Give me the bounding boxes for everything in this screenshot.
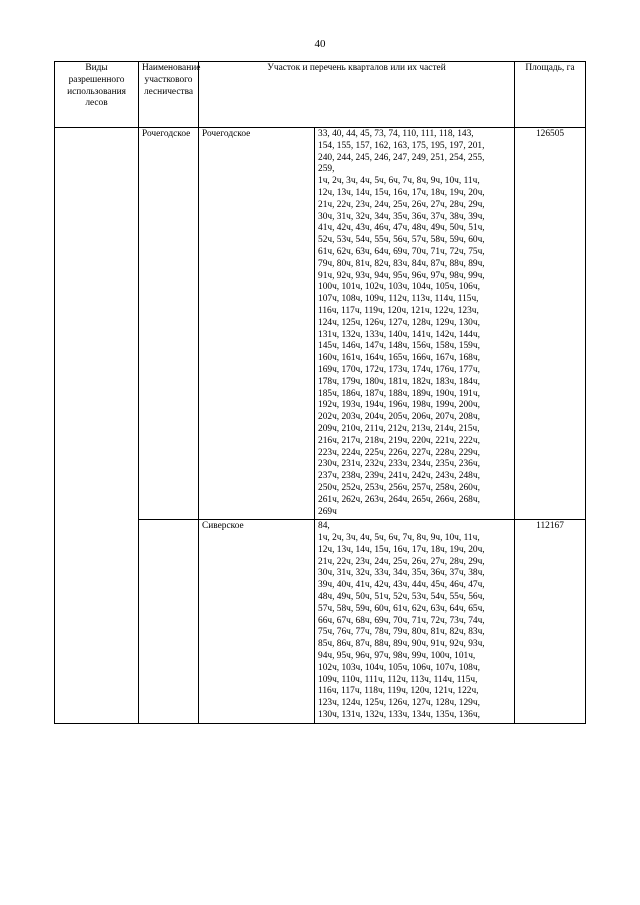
quarters-line: 216ч, 217ч, 218ч, 219ч, 220ч, 221ч, 222ч, — [318, 435, 480, 446]
quarters-line: 91ч, 92ч, 93ч, 94ч, 95ч, 96ч, 97ч, 98ч, 99ч, — [318, 270, 485, 281]
area-cell: 112167 — [515, 520, 586, 724]
header-area: Площадь, га — [515, 62, 586, 128]
quarters-line: 145ч, 146ч, 147ч, 148ч, 156ч, 158ч, 159ч, — [318, 341, 480, 352]
quarters-line: 85ч, 86ч, 87ч, 88ч, 89ч, 90ч, 91ч, 92ч, 93ч, — [318, 639, 485, 650]
header-forestry: Наименование участкового лесничества — [139, 62, 199, 128]
quarters-line: 12ч, 13ч, 14ч, 15ч, 16ч, 17ч, 18ч, 19ч, 20ч, — [318, 544, 485, 555]
quarters-line: 209ч, 210ч, 211ч, 212ч, 213ч, 214ч, 215ч, — [318, 423, 480, 434]
header-usage: Виды разрешенного использования лесов — [55, 62, 139, 128]
quarters-list — [318, 521, 511, 722]
quarters-line: 116ч, 117ч, 119ч, 120ч, 121ч, 122ч, 123ч, — [318, 305, 479, 316]
quarters-line: 48ч, 49ч, 50ч, 51ч, 52ч, 53ч, 54ч, 55ч, 56ч, — [318, 592, 485, 603]
quarters-line: 33, 40, 44, 45, 73, 74, 110, 111, 118, 143, — [318, 129, 474, 139]
area-cell: 126505 — [515, 128, 586, 520]
quarters-line: 57ч, 58ч, 59ч, 60ч, 61ч, 62ч, 63ч, 64ч, 65ч, — [318, 603, 485, 614]
quarters-line: 123ч, 124ч, 125ч, 126ч, 127ч, 128ч, 129ч, — [318, 698, 480, 709]
forestry-cell: Рочегодское — [139, 128, 199, 520]
quarters-line: 202ч, 203ч, 204ч, 205ч, 206ч, 207ч, 208ч, — [318, 412, 480, 423]
quarters-line: 178ч, 179ч, 180ч, 181ч, 182ч, 183ч, 184ч, — [318, 376, 480, 387]
quarters-line: 160ч, 161ч, 164ч, 165ч, 166ч, 167ч, 168ч, — [318, 353, 480, 364]
quarters-cell — [315, 128, 515, 520]
quarters-line: 61ч, 62ч, 63ч, 64ч, 69ч, 70ч, 71ч, 72ч, 75ч, — [318, 246, 485, 257]
header-quarters: Участок и перечень кварталов или их частей — [199, 62, 515, 128]
page-number: 40 — [314, 38, 326, 50]
quarters-line: 261ч, 262ч, 263ч, 264ч, 265ч, 266ч, 268ч, — [318, 494, 480, 505]
quarters-line: 259, — [318, 164, 335, 175]
quarters-line: 100ч, 101ч, 102ч, 103ч, 104ч, 105ч, 106ч, — [318, 282, 480, 293]
quarters-line: 192ч, 193ч, 194ч, 196ч, 198ч, 199ч, 200ч, — [318, 400, 480, 411]
quarters-line: 250ч, 252ч, 253ч, 256ч, 257ч, 258ч, 260ч, — [318, 482, 480, 493]
quarters-line: 240, 244, 245, 246, 247, 249, 251, 254, 255, — [318, 152, 485, 163]
quarters-line: 185ч, 186ч, 187ч, 188ч, 189ч, 190ч, 191ч, — [318, 388, 480, 399]
quarters-line: 79ч, 80ч, 81ч, 82ч, 83ч, 84ч, 87ч, 88ч, 89ч, — [318, 258, 485, 269]
quarters-line: 1ч, 2ч, 3ч, 4ч, 5ч, 6ч, 7ч, 8ч, 9ч, 10ч, 11ч, — [318, 176, 480, 187]
table-header-row — [55, 62, 586, 128]
quarters-line: 237ч, 238ч, 239ч, 241ч, 242ч, 243ч, 248ч, — [318, 471, 480, 482]
quarters-line: 223ч, 224ч, 225ч, 226ч, 227ч, 228ч, 229ч, — [318, 447, 480, 458]
quarters-line: 124ч, 125ч, 126ч, 127ч, 128ч, 129ч, 130ч, — [318, 317, 480, 328]
quarters-line: 230ч, 231ч, 232ч, 233ч, 234ч, 235ч, 236ч, — [318, 459, 480, 470]
quarters-line: 39ч, 40ч, 41ч, 42ч, 43ч, 44ч, 45ч, 46ч, 47ч, — [318, 580, 485, 591]
quarters-line: 30ч, 31ч, 32ч, 34ч, 35ч, 36ч, 37ч, 38ч, 39ч, — [318, 211, 485, 222]
quarters-line: 169ч, 170ч, 172ч, 173ч, 174ч, 176ч, 177ч, — [318, 364, 480, 375]
quarters-line: 94ч, 95ч, 96ч, 97ч, 98ч, 99ч, 100ч, 101ч, — [318, 651, 476, 662]
quarters-line: 154, 155, 157, 162, 163, 175, 195, 197, 201, — [318, 140, 485, 151]
quarters-line: 107ч, 108ч, 109ч, 112ч, 113ч, 114ч, 115ч, — [318, 294, 479, 305]
quarters-line: 66ч, 67ч, 68ч, 69ч, 70ч, 71ч, 72ч, 73ч, 74ч, — [318, 615, 485, 626]
quarters-line: 269ч — [318, 506, 337, 517]
forest-usage-table — [54, 61, 586, 724]
quarters-line: 1ч, 2ч, 3ч, 4ч, 5ч, 6ч, 7ч, 8ч, 9ч, 10ч, 11ч, — [318, 533, 480, 544]
quarters-line: 52ч, 53ч, 54ч, 55ч, 56ч, 57ч, 58ч, 59ч, 60ч, — [318, 235, 485, 246]
section-cell: Сиверское — [199, 520, 315, 724]
usage-cell — [55, 128, 139, 724]
quarters-line: 12ч, 13ч, 14ч, 15ч, 16ч, 17ч, 18ч, 19ч, 20ч, — [318, 187, 485, 198]
quarters-line: 130ч, 131ч, 132ч, 133ч, 134ч, 135ч, 136ч, — [318, 710, 480, 721]
quarters-line: 30ч, 31ч, 32ч, 33ч, 34ч, 35ч, 36ч, 37ч, 38ч, — [318, 568, 485, 579]
table-row — [55, 128, 586, 520]
quarters-cell — [315, 520, 515, 724]
quarters-line: 109ч, 110ч, 111ч, 112ч, 113ч, 114ч, 115ч, — [318, 674, 478, 685]
quarters-line: 75ч, 76ч, 77ч, 78ч, 79ч, 80ч, 81ч, 82ч, 83ч, — [318, 627, 485, 638]
quarters-line: 116ч, 117ч, 118ч, 119ч, 120ч, 121ч, 122ч, — [318, 686, 479, 697]
quarters-line: 21ч, 22ч, 23ч, 24ч, 25ч, 26ч, 27ч, 28ч, 29ч, — [318, 556, 485, 567]
quarters-line: 41ч, 42ч, 43ч, 46ч, 47ч, 48ч, 49ч, 50ч, 51ч, — [318, 223, 485, 234]
quarters-line: 131ч, 132ч, 133ч, 140ч, 141ч, 142ч, 144ч, — [318, 329, 480, 340]
quarters-line: 21ч, 22ч, 23ч, 24ч, 25ч, 26ч, 27ч, 28ч, 29ч, — [318, 199, 485, 210]
section-cell: Рочегодское — [199, 128, 315, 520]
quarters-line: 102ч, 103ч, 104ч, 105ч, 106ч, 107ч, 108ч, — [318, 662, 480, 673]
forestry-cell — [139, 520, 199, 724]
quarters-list — [318, 129, 511, 518]
quarters-line: 84, — [318, 521, 330, 532]
